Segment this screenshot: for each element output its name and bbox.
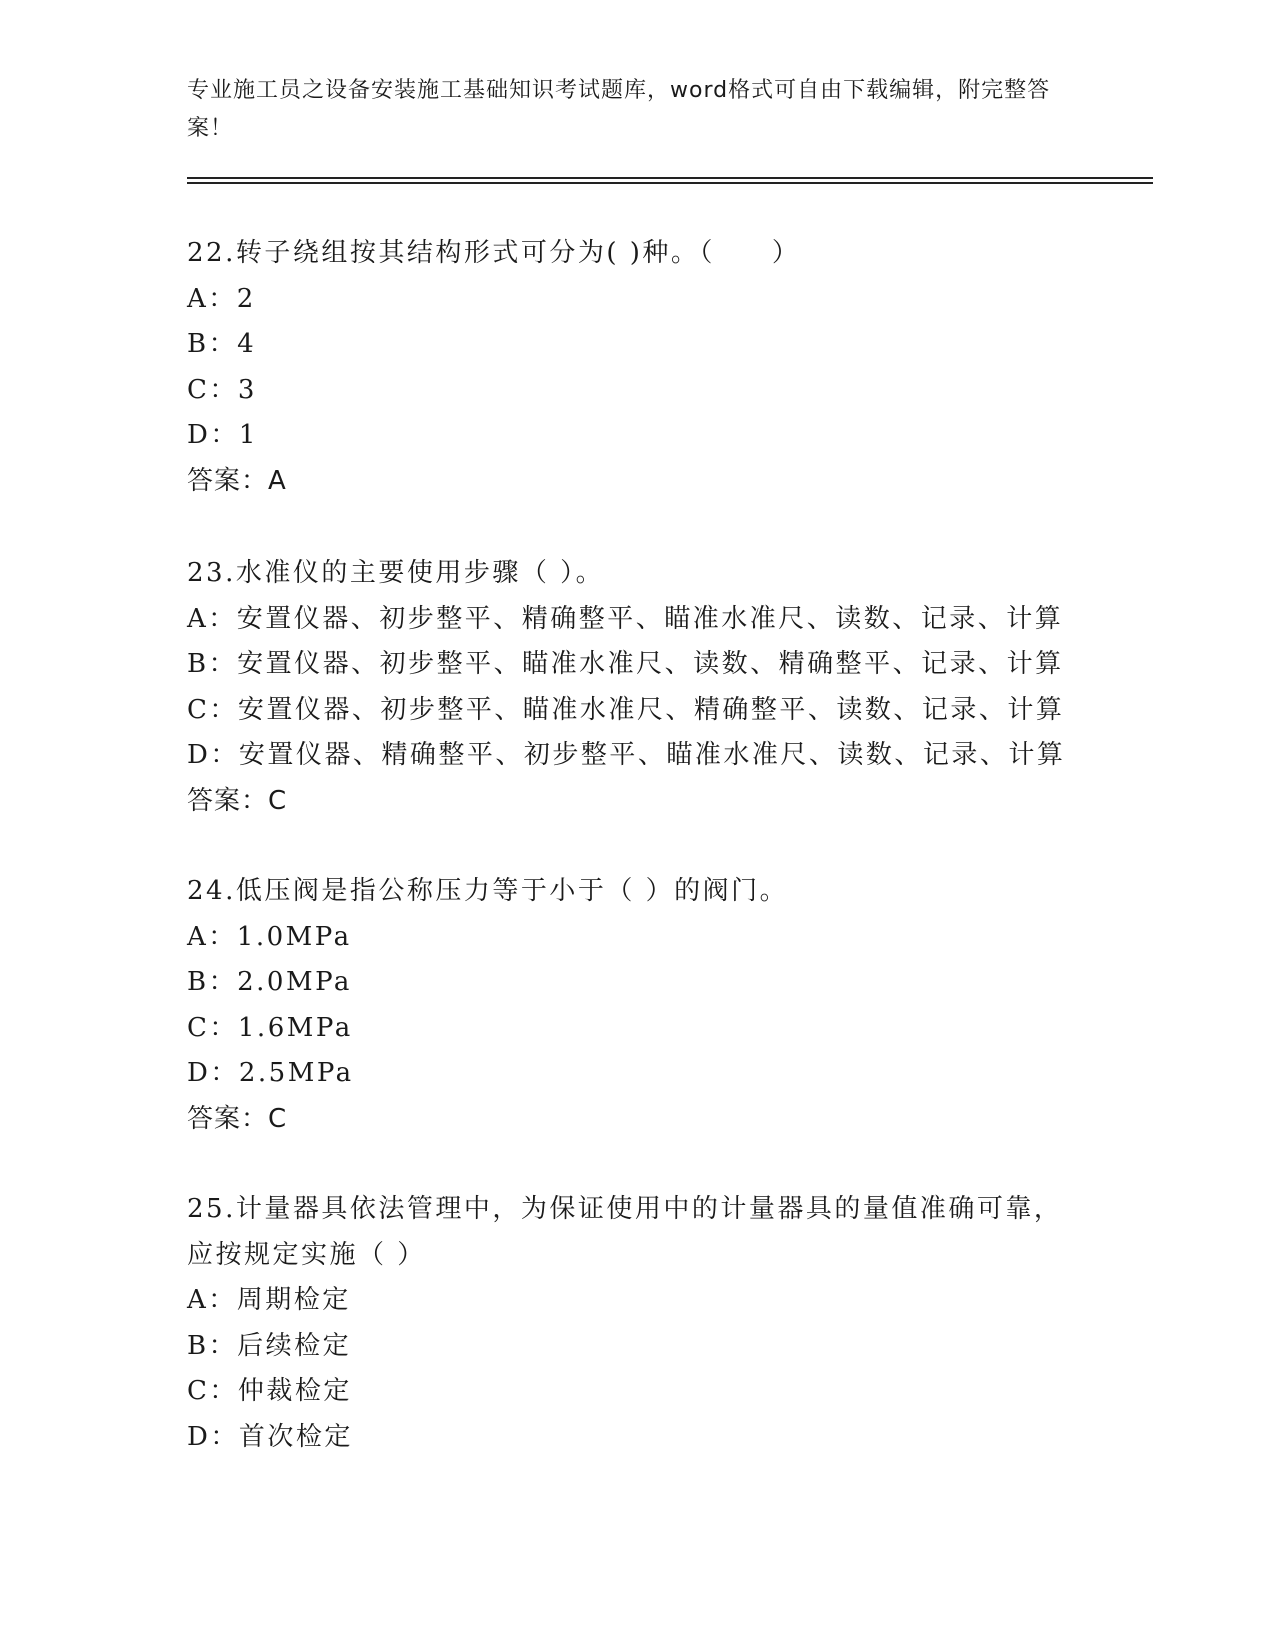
option-c: C：仲裁检定 (187, 1376, 352, 1406)
option-c: C：3 (187, 374, 257, 405)
question-stem: 22.转子绕组按其结构形式可分为( )种。（ ） (187, 238, 801, 268)
option-a: A：安置仪器、初步整平、精确整平、瞄准水准尺、读数、记录、计算 (187, 603, 1064, 634)
option-b: B：4 (187, 329, 257, 359)
option-b: B：安置仪器、初步整平、瞄准水准尺、读数、精确整平、记录、计算 (187, 649, 1064, 679)
answer-line: 答案：C (187, 785, 288, 816)
option-b: B：2.0MPa (187, 967, 352, 997)
question-25 (187, 1187, 1087, 1460)
question-stem: 23.水准仪的主要使用步骤（ ）。 (187, 558, 605, 588)
option-a: A：周期检定 (187, 1285, 351, 1315)
option-b: B：后续检定 (187, 1330, 352, 1361)
question-22 (187, 231, 1087, 504)
question-stem-continued: 应按规定实施（ ） (187, 1239, 426, 1270)
question-24 (187, 869, 1087, 1142)
question-stem: 24.低压阀是指公称压力等于小于（ ）的阀门。 (187, 876, 789, 906)
option-d: D：首次检定 (187, 1421, 353, 1452)
question-stem: 25.计量器具依法管理中，为保证使用中的计量器具的量值准确可靠， (187, 1194, 1063, 1224)
question-23 (187, 551, 1087, 824)
option-c: C：1.6MPa (187, 1012, 353, 1043)
option-c: C：安置仪器、初步整平、瞄准水准尺、精确整平、读数、记录、计算 (187, 694, 1065, 725)
option-d: D：1 (187, 420, 258, 450)
option-d: D：安置仪器、精确整平、初步整平、瞄准水准尺、读数、记录、计算 (187, 740, 1066, 770)
answer-line: 答案：A (187, 465, 287, 496)
header-divider-bottom (187, 182, 1153, 184)
option-a: A：1.0MPa (187, 921, 352, 952)
option-a: A：2 (187, 283, 256, 314)
header-text: 专业施工员之设备安装施工基础知识考试题库，word格式可自由下载编辑，附完整答案！ (187, 78, 1051, 141)
option-d: D：2.5MPa (187, 1058, 354, 1088)
document-header (187, 72, 1067, 148)
answer-line: 答案：C (187, 1103, 288, 1134)
header-divider-top (187, 177, 1153, 179)
